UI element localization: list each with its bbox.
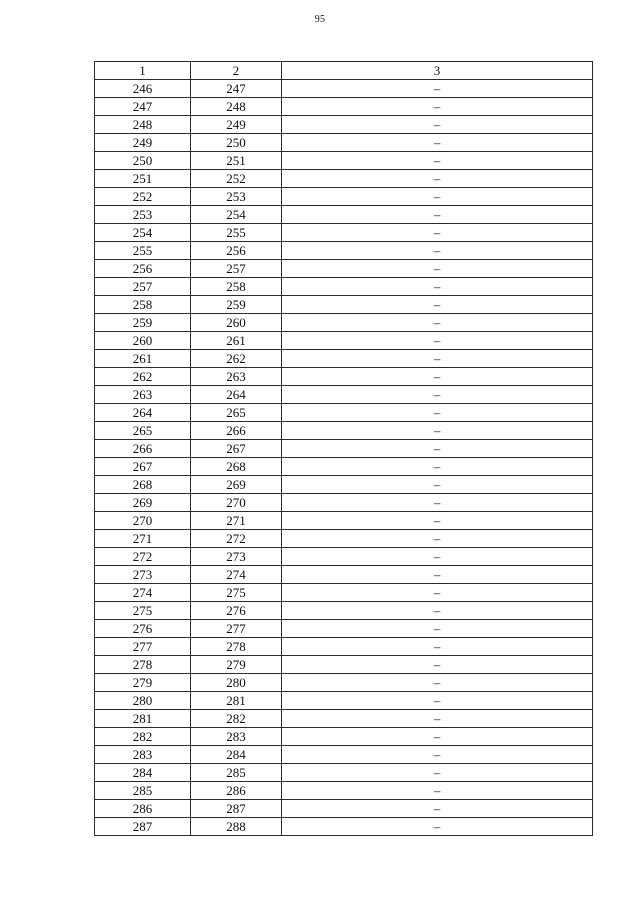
- table-row: [95, 584, 593, 602]
- table-cell-col-1: 265: [95, 422, 191, 440]
- column-header-1: 1: [95, 62, 191, 80]
- table-cell-col-3: –: [282, 818, 593, 836]
- table-row: [95, 242, 593, 260]
- table-cell-col-2: 248: [191, 98, 282, 116]
- table-cell-col-3: –: [282, 440, 593, 458]
- table-header: [95, 62, 593, 80]
- table-cell-col-3: –: [282, 530, 593, 548]
- table-cell-col-2: 258: [191, 278, 282, 296]
- table-cell-col-1: 271: [95, 530, 191, 548]
- table-row: [95, 188, 593, 206]
- table-cell-col-2: 275: [191, 584, 282, 602]
- table-cell-col-3: –: [282, 566, 593, 584]
- table-cell-col-2: 285: [191, 764, 282, 782]
- table-cell-col-1: 274: [95, 584, 191, 602]
- table-cell-col-3: –: [282, 746, 593, 764]
- column-header-3: 3: [282, 62, 593, 80]
- table-row: [95, 170, 593, 188]
- table-cell-col-1: 272: [95, 548, 191, 566]
- table-row: [95, 206, 593, 224]
- table-cell-col-3: –: [282, 314, 593, 332]
- table-cell-col-3: –: [282, 674, 593, 692]
- table-cell-col-1: 267: [95, 458, 191, 476]
- table-row: [95, 134, 593, 152]
- table-cell-col-2: 286: [191, 782, 282, 800]
- table-cell-col-1: 263: [95, 386, 191, 404]
- table-cell-col-3: –: [282, 476, 593, 494]
- table-cell-col-2: 251: [191, 152, 282, 170]
- table-row: [95, 224, 593, 242]
- table-cell-col-3: –: [282, 98, 593, 116]
- table-row: [95, 332, 593, 350]
- table-row: [95, 710, 593, 728]
- table-row: [95, 440, 593, 458]
- table-cell-col-1: 249: [95, 134, 191, 152]
- table-cell-col-3: –: [282, 584, 593, 602]
- table-row: [95, 692, 593, 710]
- table-cell-col-2: 250: [191, 134, 282, 152]
- table-cell-col-2: 269: [191, 476, 282, 494]
- table-row: [95, 656, 593, 674]
- table-cell-col-1: 283: [95, 746, 191, 764]
- table-cell-col-1: 287: [95, 818, 191, 836]
- table-cell-col-2: 265: [191, 404, 282, 422]
- table-cell-col-3: –: [282, 260, 593, 278]
- table-cell-col-2: 266: [191, 422, 282, 440]
- table-cell-col-1: 246: [95, 80, 191, 98]
- table-cell-col-1: 268: [95, 476, 191, 494]
- table-cell-col-2: 254: [191, 206, 282, 224]
- table-cell-col-2: 263: [191, 368, 282, 386]
- table-cell-col-3: –: [282, 728, 593, 746]
- table-cell-col-2: 282: [191, 710, 282, 728]
- table-row: [95, 422, 593, 440]
- table-cell-col-3: –: [282, 350, 593, 368]
- table-row: [95, 530, 593, 548]
- table-cell-col-3: –: [282, 800, 593, 818]
- table-cell-col-3: –: [282, 206, 593, 224]
- table-row: [95, 296, 593, 314]
- table-row: [95, 620, 593, 638]
- table-row: [95, 278, 593, 296]
- table-cell-col-2: 267: [191, 440, 282, 458]
- table-row: [95, 476, 593, 494]
- table-cell-col-1: 279: [95, 674, 191, 692]
- table-cell-col-3: –: [282, 332, 593, 350]
- table-cell-col-3: –: [282, 242, 593, 260]
- table-row: [95, 386, 593, 404]
- table-cell-col-3: –: [282, 152, 593, 170]
- table-cell-col-1: 251: [95, 170, 191, 188]
- table-row: [95, 800, 593, 818]
- table-cell-col-2: 272: [191, 530, 282, 548]
- table-cell-col-1: 260: [95, 332, 191, 350]
- table-cell-col-2: 276: [191, 602, 282, 620]
- table-cell-col-2: 256: [191, 242, 282, 260]
- table-cell-col-1: 247: [95, 98, 191, 116]
- table-cell-col-3: –: [282, 296, 593, 314]
- table-cell-col-3: –: [282, 188, 593, 206]
- table-cell-col-3: –: [282, 602, 593, 620]
- table-cell-col-1: 261: [95, 350, 191, 368]
- table-cell-col-3: –: [282, 656, 593, 674]
- table-cell-col-2: 260: [191, 314, 282, 332]
- table-cell-col-2: 287: [191, 800, 282, 818]
- table-row: [95, 566, 593, 584]
- table-cell-col-1: 257: [95, 278, 191, 296]
- table-cell-col-1: 253: [95, 206, 191, 224]
- table-cell-col-2: 257: [191, 260, 282, 278]
- table-cell-col-2: 270: [191, 494, 282, 512]
- table-cell-col-1: 270: [95, 512, 191, 530]
- table-cell-col-3: –: [282, 548, 593, 566]
- table-row: [95, 152, 593, 170]
- table-cell-col-3: –: [282, 638, 593, 656]
- table-cell-col-1: 277: [95, 638, 191, 656]
- table-cell-col-3: –: [282, 692, 593, 710]
- table-cell-col-3: –: [282, 116, 593, 134]
- table-cell-col-2: 255: [191, 224, 282, 242]
- table-cell-col-2: 253: [191, 188, 282, 206]
- table-cell-col-1: 280: [95, 692, 191, 710]
- table-cell-col-3: –: [282, 458, 593, 476]
- page-number: 95: [314, 14, 326, 25]
- table-cell-col-1: 250: [95, 152, 191, 170]
- table-cell-col-2: 283: [191, 728, 282, 746]
- table-cell-col-2: 284: [191, 746, 282, 764]
- table-cell-col-1: 254: [95, 224, 191, 242]
- table-cell-col-1: 285: [95, 782, 191, 800]
- table-row: [95, 512, 593, 530]
- table-cell-col-1: 286: [95, 800, 191, 818]
- table-cell-col-1: 262: [95, 368, 191, 386]
- column-header-2: 2: [191, 62, 282, 80]
- table-row: [95, 314, 593, 332]
- table-cell-col-2: 280: [191, 674, 282, 692]
- table-cell-col-2: 249: [191, 116, 282, 134]
- table-row: [95, 674, 593, 692]
- table-cell-col-1: 281: [95, 710, 191, 728]
- table-cell-col-3: –: [282, 224, 593, 242]
- table-cell-col-1: 278: [95, 656, 191, 674]
- table-cell-col-1: 264: [95, 404, 191, 422]
- table-cell-col-2: 262: [191, 350, 282, 368]
- table-cell-col-1: 255: [95, 242, 191, 260]
- header-row: [95, 62, 593, 80]
- table-row: [95, 728, 593, 746]
- table-cell-col-2: 278: [191, 638, 282, 656]
- table-cell-col-2: 281: [191, 692, 282, 710]
- table-cell-col-1: 284: [95, 764, 191, 782]
- table-row: [95, 404, 593, 422]
- table-cell-col-2: 252: [191, 170, 282, 188]
- data-table: [94, 61, 593, 836]
- table-cell-col-2: 264: [191, 386, 282, 404]
- table-cell-col-2: 271: [191, 512, 282, 530]
- table-cell-col-1: 275: [95, 602, 191, 620]
- table-cell-col-3: –: [282, 710, 593, 728]
- table-row: [95, 638, 593, 656]
- table-cell-col-3: –: [282, 764, 593, 782]
- table-row: [95, 818, 593, 836]
- table-row: [95, 782, 593, 800]
- table-cell-col-3: –: [282, 368, 593, 386]
- table-row: [95, 116, 593, 134]
- table-cell-col-3: –: [282, 422, 593, 440]
- table-row: [95, 494, 593, 512]
- table-cell-col-3: –: [282, 782, 593, 800]
- table-cell-col-2: 277: [191, 620, 282, 638]
- table-row: [95, 368, 593, 386]
- table-body: [95, 80, 593, 836]
- table-cell-col-1: 282: [95, 728, 191, 746]
- table-cell-col-2: 247: [191, 80, 282, 98]
- table-cell-col-2: 261: [191, 332, 282, 350]
- table-cell-col-3: –: [282, 512, 593, 530]
- table-cell-col-2: 259: [191, 296, 282, 314]
- table-cell-col-2: 279: [191, 656, 282, 674]
- table-cell-col-3: –: [282, 494, 593, 512]
- table-cell-col-1: 276: [95, 620, 191, 638]
- table-cell-col-1: 269: [95, 494, 191, 512]
- table-row: [95, 458, 593, 476]
- table-row: [95, 350, 593, 368]
- table-cell-col-1: 248: [95, 116, 191, 134]
- table-cell-col-3: –: [282, 278, 593, 296]
- table-cell-col-3: –: [282, 80, 593, 98]
- table-row: [95, 602, 593, 620]
- table-cell-col-2: 268: [191, 458, 282, 476]
- table-cell-col-1: 273: [95, 566, 191, 584]
- table-cell-col-1: 252: [95, 188, 191, 206]
- table-cell-col-3: –: [282, 386, 593, 404]
- table-cell-col-1: 256: [95, 260, 191, 278]
- table-cell-col-2: 274: [191, 566, 282, 584]
- table-cell-col-3: –: [282, 404, 593, 422]
- table-cell-col-3: –: [282, 620, 593, 638]
- table-row: [95, 764, 593, 782]
- table-cell-col-2: 288: [191, 818, 282, 836]
- table-cell-col-3: –: [282, 134, 593, 152]
- table-row: [95, 80, 593, 98]
- table-row: [95, 98, 593, 116]
- table-cell-col-2: 273: [191, 548, 282, 566]
- table-cell-col-1: 258: [95, 296, 191, 314]
- table-cell-col-1: 266: [95, 440, 191, 458]
- table-row: [95, 260, 593, 278]
- table-row: [95, 548, 593, 566]
- table-cell-col-1: 259: [95, 314, 191, 332]
- table-row: [95, 746, 593, 764]
- table-cell-col-3: –: [282, 170, 593, 188]
